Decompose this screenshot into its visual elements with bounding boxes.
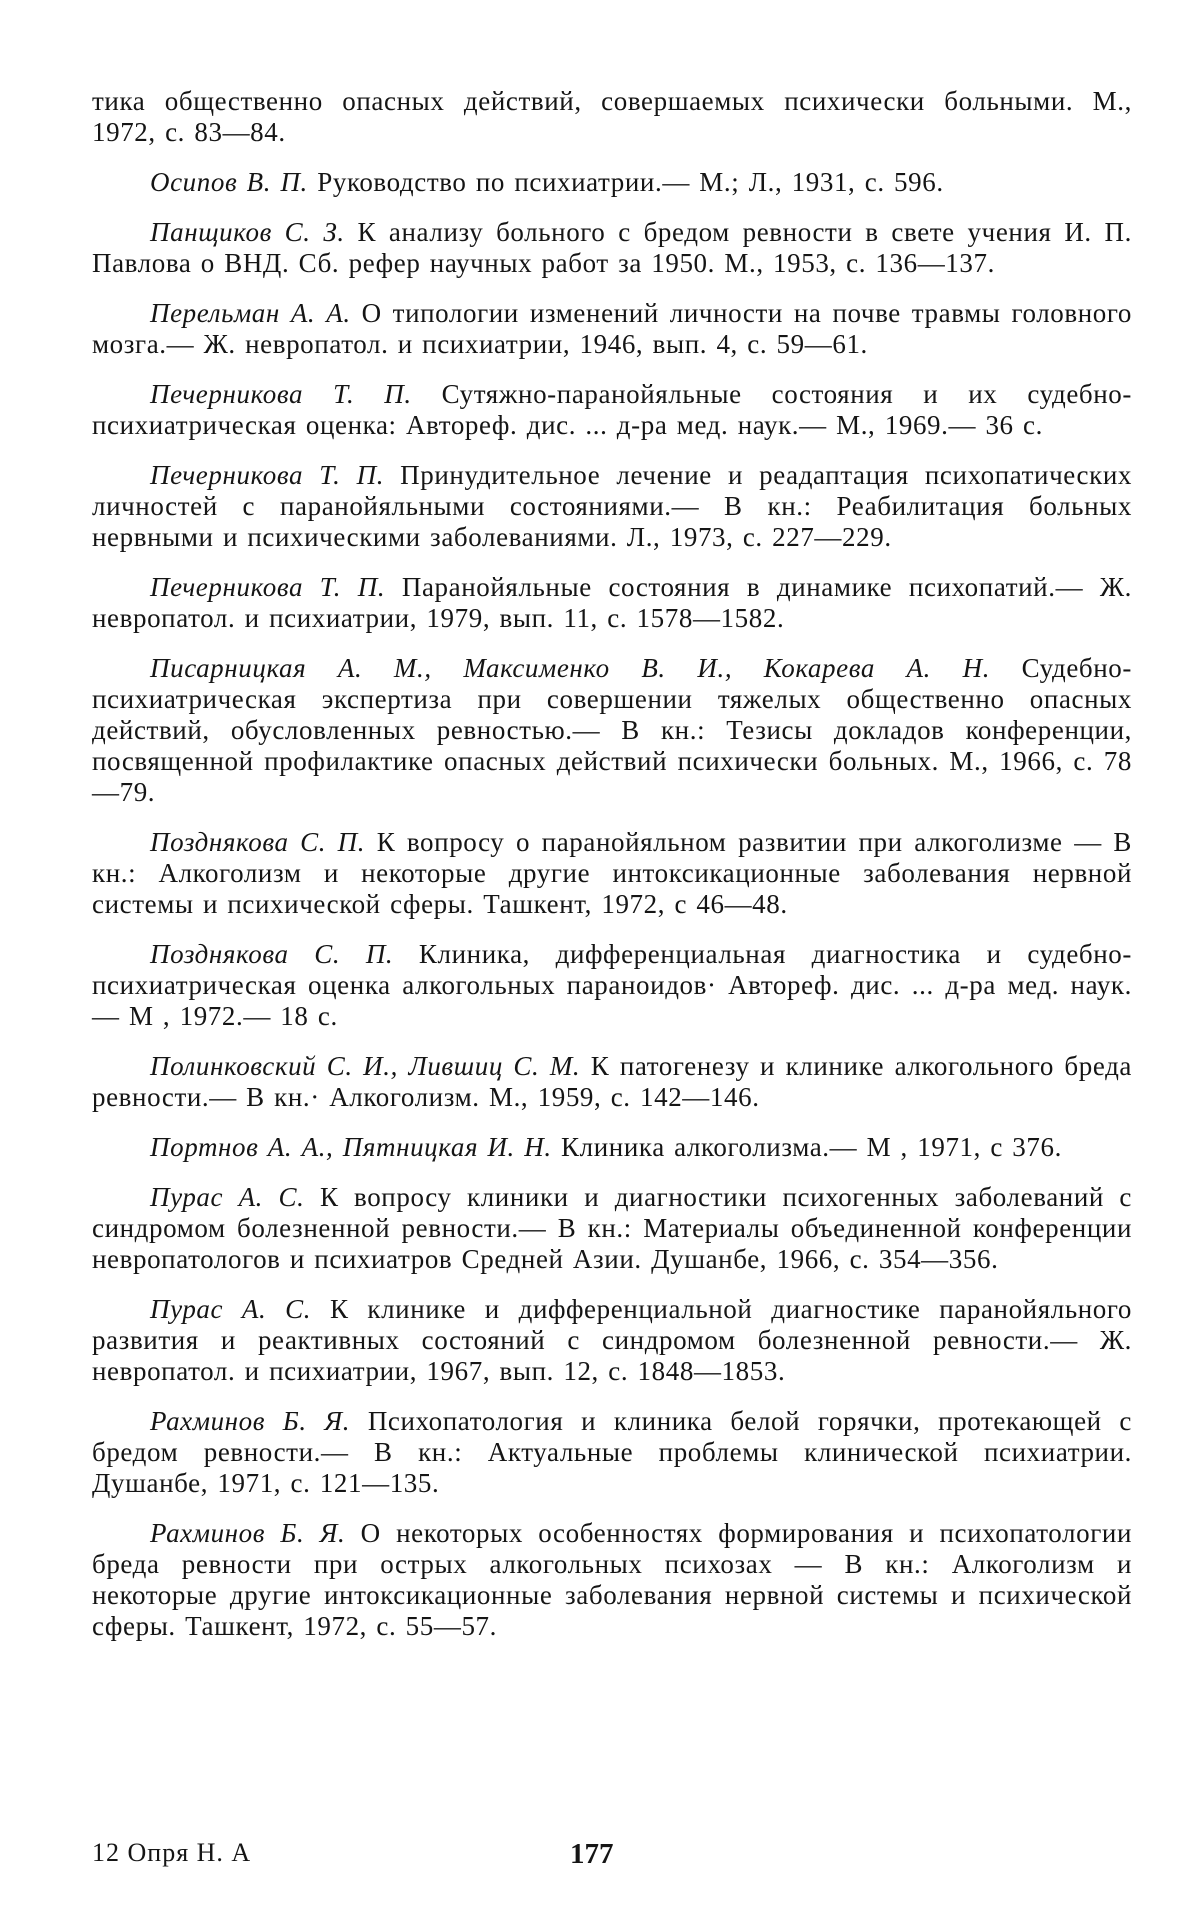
- entry-text: О типологии изменений личности на почве травмы головного мозга.— Ж. невропатол. и психиатрии, 1946, вып. 4, с. 59—61.: [92, 298, 1132, 359]
- page-footer: [92, 1838, 1132, 1878]
- entry-text: Сутяжно-паранойяльные состояния и их судебно-психиатрическая оценка: Автореф. дис. ... д-ра мед. наук.— М., 1969.— 36 с.: [92, 379, 1132, 440]
- entry-text: Судебно-психиатрическая экспертиза при совершении тяжелых общественно опасных действий, обусловленных ревностью.— В кн.: Тезисы докладов конференции, посвященной профилактике опасных действий психически больных. М., 1966, с. 78—79.: [92, 653, 1132, 807]
- entry-text: К анализу больного с бредом ревности в свете учения И. П. Павлова о ВНД. Сб. рефер научных работ за 1950. М., 1953, с. 136—137.: [92, 217, 1133, 278]
- entry-text: Психопатология и клиника белой горячки, протекающей с бредом ревности.— В кн.: Актуальные проблемы клинической психиатрии. Душанбе, 1971, с. 121—135.: [92, 1406, 1132, 1498]
- entry-text: Клиника, дифференциальная диагностика и судебно-психиатрическая оценка алкогольных параноидов· Автореф. дис. ... д-ра мед. наук.— М , 1972.— 18 с.: [92, 939, 1132, 1031]
- entry-text: К вопросу о паранойяльном развитии при алкоголизме — В кн.: Алкоголизм и некоторые другие интоксикационные заболевания нервной системы и психической сферы. Ташкент, 1972, с 46—48.: [92, 827, 1132, 919]
- entry-text: К вопросу клиники и диагностики психогенных заболеваний с синдромом болезненной ревности.— В кн.: Материалы объединенной конференции невропатологов и психиатров Средней Азии. Душанбе, 1966, с. 354—356.: [92, 1182, 1132, 1274]
- page-number: 177: [570, 1838, 614, 1870]
- reference-entry: [92, 1518, 1132, 1642]
- entry-author: Пурас А. С.: [150, 1182, 305, 1212]
- reference-entry: [92, 298, 1132, 360]
- entry-author: Печерникова Т. П.: [150, 572, 386, 602]
- reference-entry: [92, 653, 1132, 808]
- reference-entry: [92, 827, 1132, 920]
- entry-author: Печерникова Т. П.: [150, 460, 385, 490]
- entry-text: Принудительное лечение и реадаптация психопатических личностей с паранойяльными состояниями.— В кн.: Реабилитация больных нервными и психическими заболеваниями. Л., 1973, с. 227—229.: [92, 460, 1132, 552]
- entry-author: Пурас А. С.: [150, 1294, 312, 1324]
- entry-author: Позднякова С. П.: [150, 939, 394, 969]
- entry-author: Печерникова Т. П.: [150, 379, 412, 409]
- entry-text: Руководство по психиатрии.— М.; Л., 1931, с. 596.: [307, 167, 944, 197]
- entry-text: К патогенезу и клинике алкогольного бреда ревности.— В кн.· Алкоголизм. М., 1959, с. 142—146.: [92, 1051, 1132, 1112]
- entry-author: Рахминов Б. Я.: [150, 1518, 346, 1548]
- reference-entry: [92, 217, 1132, 279]
- reference-entry: [92, 379, 1132, 441]
- entry-author: Перельман А. А.: [150, 298, 351, 328]
- entry-text: тика общественно опасных действий, совершаемых психически больными. М., 1972, с. 83—84.: [92, 86, 1132, 147]
- entry-author: Осипов В. П.: [150, 167, 308, 197]
- reference-entry: [92, 167, 1132, 198]
- reference-entry: [92, 1294, 1132, 1387]
- reference-list: [92, 86, 1132, 1661]
- reference-entry: [92, 1051, 1132, 1113]
- entry-text: Паранойяльные состояния в динамике психопатий.— Ж. невропатол. и психиатрии, 1979, вып. 11, с. 1578—1582.: [92, 572, 1132, 633]
- printer-signature: 12 Опря Н. А: [92, 1838, 252, 1867]
- entry-text: О некоторых особенностях формирования и психопатологии бреда ревности при острых алкогольных психозах — В кн.: Алкоголизм и некоторые другие интоксикационные заболевания нервной системы и психической сферы. Ташкент, 1972, с. 55—57.: [92, 1518, 1132, 1641]
- reference-entry: [92, 572, 1132, 634]
- entry-author: Рахминов Б. Я.: [150, 1406, 351, 1436]
- reference-entry: [92, 939, 1132, 1032]
- entry-text: Клиника алкоголизма.— М , 1971, с 376.: [551, 1132, 1062, 1162]
- entry-author: Портнов А. А., Пятницкая И. Н.: [150, 1132, 552, 1162]
- reference-entry: [92, 460, 1132, 553]
- entry-author: Позднякова С. П.: [150, 827, 366, 857]
- entry-text: К клинике и дифференциальной диагностике паранойяльного развития и реактивных состояний с синдромом болезненной ревности.— Ж. невропатол. и психиатрии, 1967, вып. 12, с. 1848—1853.: [92, 1294, 1132, 1386]
- reference-entry: [92, 1182, 1132, 1275]
- entry-author: Панщиков С. З.: [150, 217, 345, 247]
- entry-author: Полинковский С. И., Лившиц С. М.: [150, 1051, 581, 1081]
- reference-entry: [92, 1132, 1132, 1163]
- entry-author: Писарницкая А. М., Максименко В. И., Кокарева А. Н.: [150, 653, 991, 683]
- reference-entry-continued: [92, 86, 1132, 148]
- reference-entry: [92, 1406, 1132, 1499]
